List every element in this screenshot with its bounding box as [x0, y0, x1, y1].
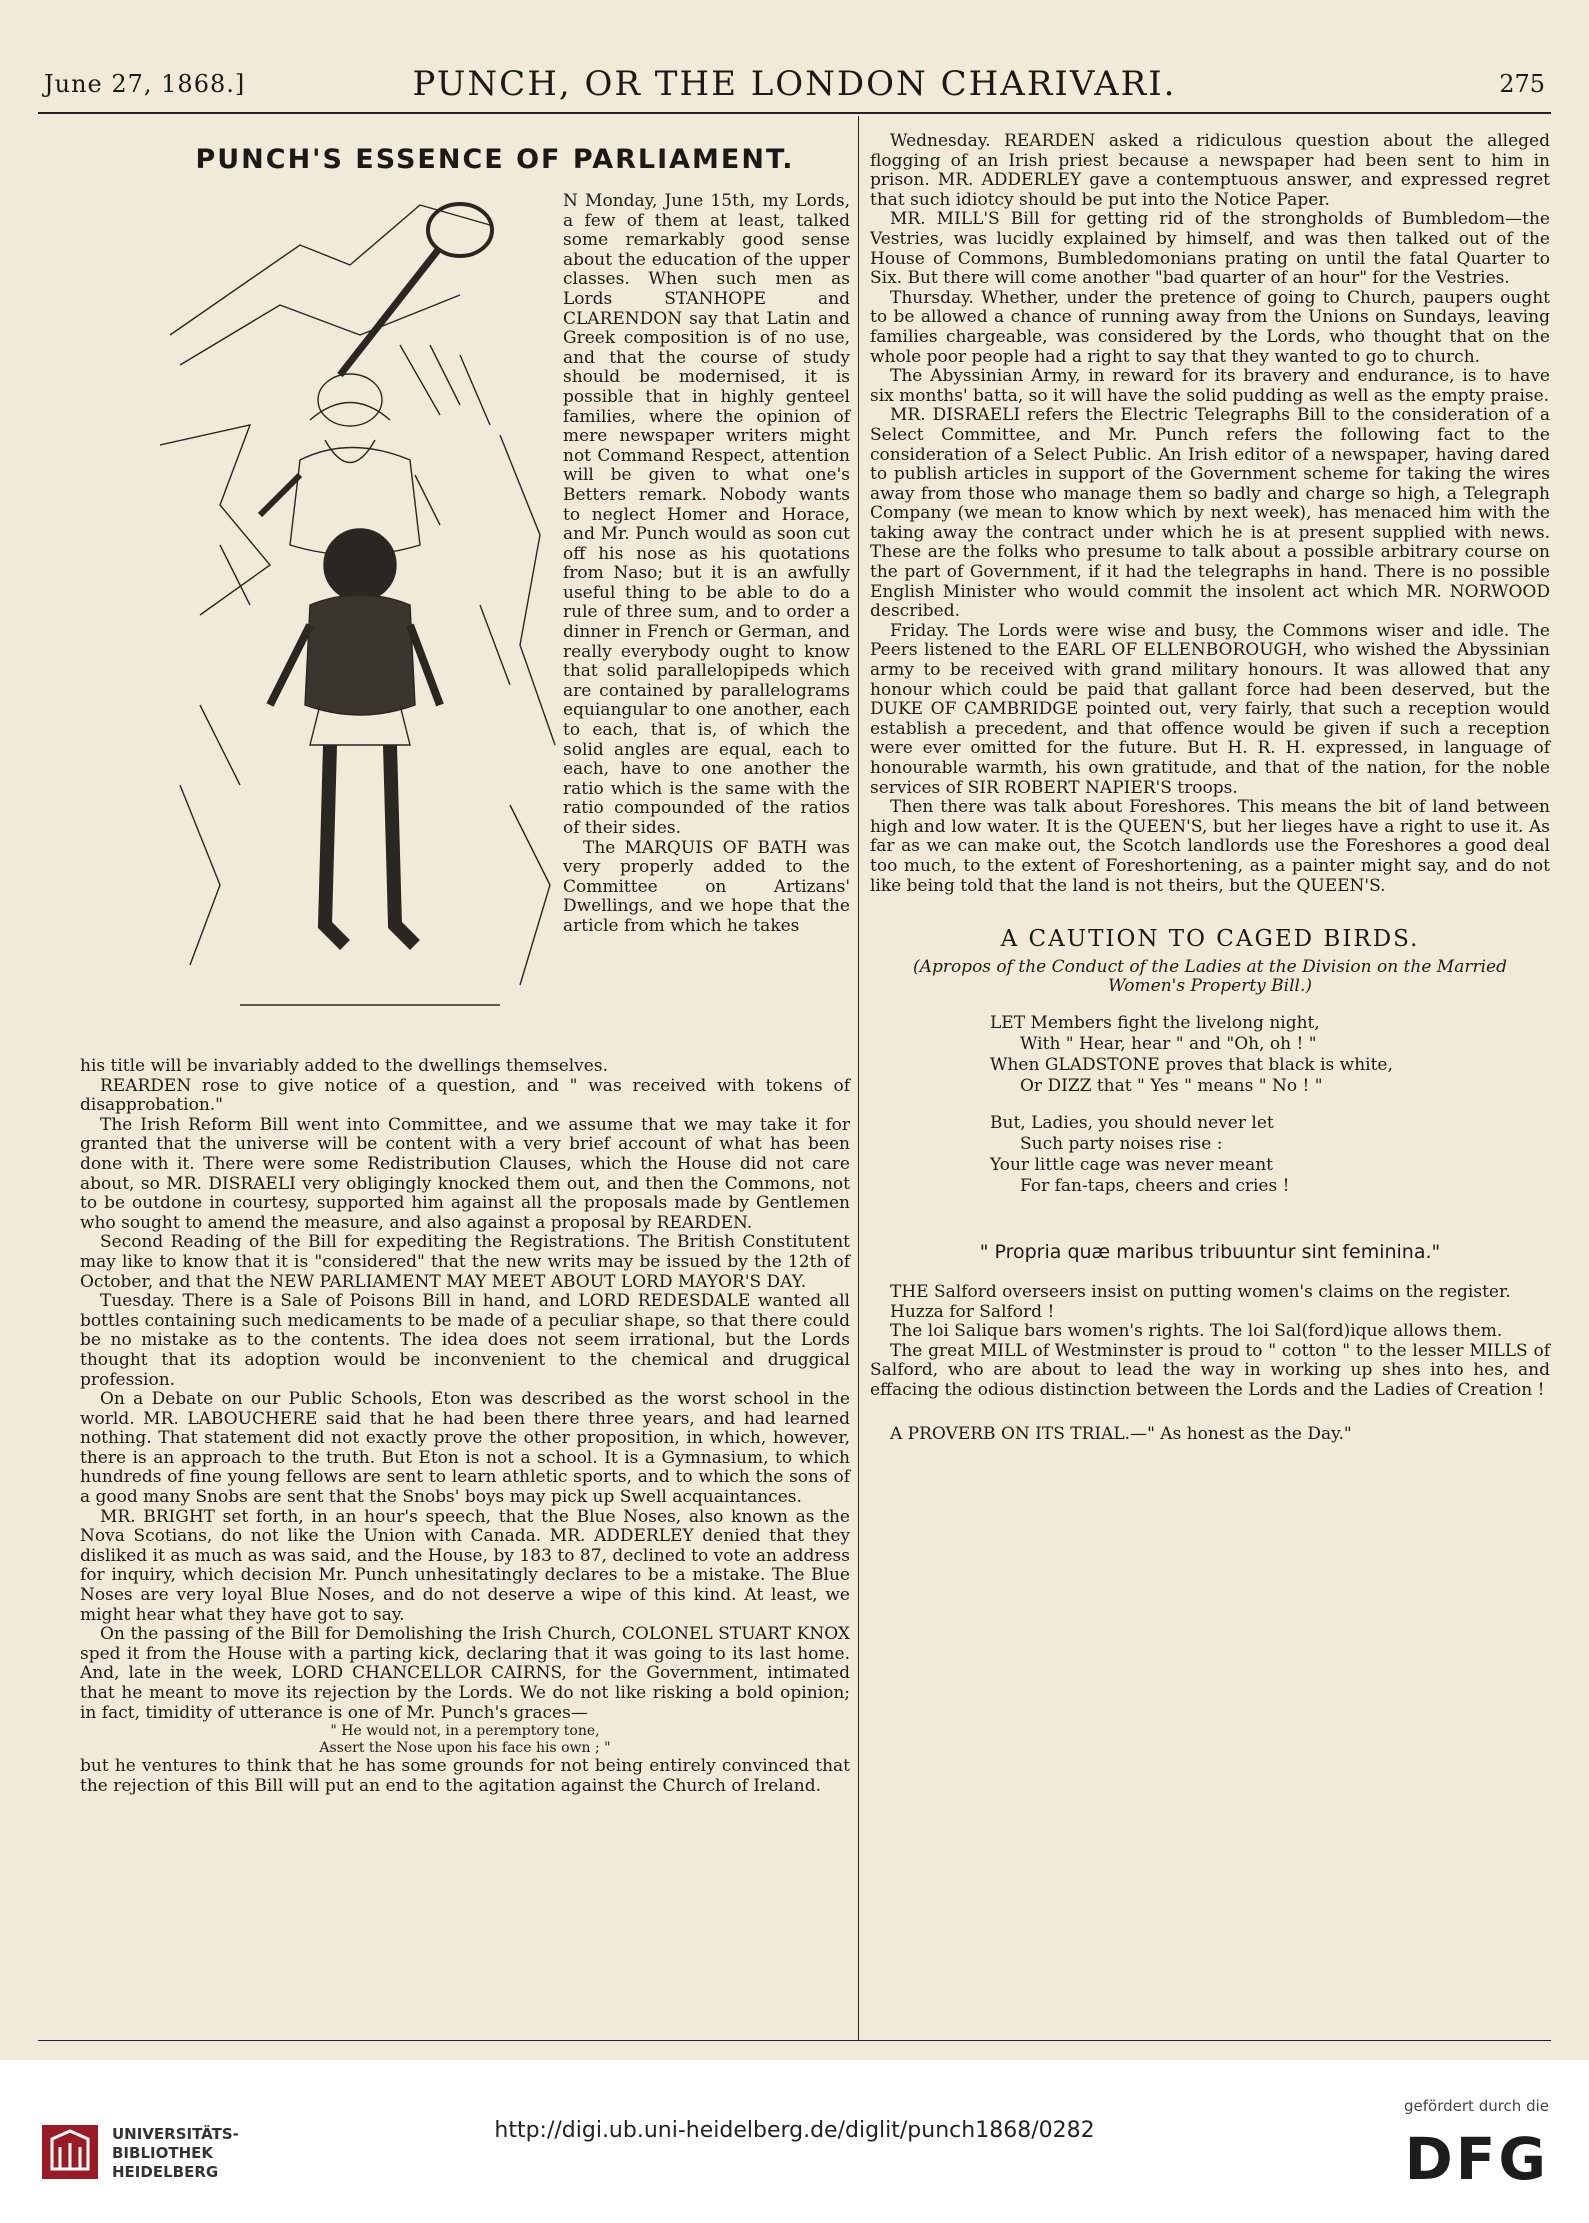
verse-line: With " Hear, hear " and "Oh, oh ! "	[1020, 1033, 1317, 1054]
verse-line: For fan-taps, cheers and cries !	[1020, 1175, 1290, 1196]
propria-title: " Propria quæ maribus tribuuntur sint feminina."	[979, 1240, 1441, 1263]
paragraph: Huzza for Salford !	[890, 1301, 1055, 1322]
paragraph: REARDEN rose to give notice of a question, and " was received with tokens of disapprobation."	[80, 1075, 850, 1116]
paragraph: Friday. The Lords were wise and busy, the Commons wiser and idle. The Peers listened to the EARL OF ELLENBOROUGH, who wished the Abyssinian army to be received with grand military honours. It was allowed that any honour which could be paid that gallant force had been deserved, but the DUKE OF CAMBRIDGE pointed out, very fairly, that such a reception would establish a precedent, and that offence would be given if such a reception were ever omitted for the future. But H. R. H. expressed, in language of honourable warmth, his own gratitude, and that of the nation, for the noble services of SIR ROBERT NAPIER'S troops.	[870, 620, 1550, 798]
verse-line: But, Ladies, you should never let	[990, 1112, 1274, 1133]
verse-line: LET Members fight the livelong night,	[990, 1012, 1320, 1033]
paragraph: The loi Salique bars women's rights. The loi Sal(ford)ique allows them.	[890, 1321, 1503, 1342]
funding-note: gefördert durch die	[1404, 2097, 1549, 2115]
bottom-rule	[38, 2040, 1551, 2041]
logo-line: UNIVERSITÄTS-	[112, 2125, 239, 2143]
essence-title: PUNCH'S ESSENCE OF PARLIAMENT.	[195, 144, 795, 175]
paragraph: The great MILL of Westminster is proud to " cotton " to the lesser MILLS of Salford, who are about to lead the way in working up shes into hes, and effacing the odious distinction between the Lords and the Ladies of Creation !	[870, 1340, 1550, 1400]
verse-line: When GLADSTONE proves that black is white,	[990, 1054, 1393, 1075]
caution-title: A CAUTION TO CAGED BIRDS.	[1000, 926, 1420, 953]
journal-title: PUNCH, OR THE LONDON CHARIVARI.	[412, 64, 1177, 104]
verse-line: Such party noises rise :	[1020, 1133, 1223, 1154]
essence-title-wrap	[150, 144, 840, 180]
paragraph: but he ventures to think that he has some grounds for not being entirely convinced that the rejection of this Bill will put an end to the agitation against the Church of Ireland.	[80, 1756, 850, 1796]
quote-line: Assert the Nose upon his face his own ; "	[319, 1740, 611, 1757]
paragraph: THE Salford overseers insist on putting women's claims on the register.	[890, 1281, 1511, 1302]
column-divider	[858, 116, 859, 2041]
dfg-logo: DFG	[1404, 2125, 1549, 2193]
paragraph: On the passing of the Bill for Demolishing the Irish Church, COLONEL STUART KNOX sped it from the House with a parting kick, declaring that it was going to its last home. And, late in the week, LORD CHANCELLOR CAIRNS, for the Government, intimated that he meant to move its rejection by the Lords. We do not like risking a bold opinion; in fact, timidity of utterance is one of Mr. Punch's graces—	[80, 1624, 850, 1723]
paragraph: Second Reading of the Bill for expediting the Registrations. The British Constitutent may like to know that it is "considered" that the new writs may be issued by the 12th of October, and that the NEW PARLIAMENT MAY MEET ABOUT LORD MAYOR'S DAY.	[80, 1232, 850, 1292]
paragraph: The Abyssinian Army, in reward for its bravery and endurance, is to have six months' batta, so it will have the solid pudding as well as the empty praise.	[870, 366, 1550, 406]
paragraph: The MARQUIS OF BATH was very properly added to the Committee on Artizans' Dwellings, and we hope that the article from which he takes	[563, 837, 850, 936]
source-url[interactable]: http://digi.ub.uni-heidelberg.de/diglit/punch1868/0282	[494, 2118, 1095, 2143]
paragraph: On a Debate on our Public Schools, Eton was described as the worst school in the world. MR. LABOUCHERE said that he had been there three years, and had learned nothing. That statement did not exactly prove the other proposition, in which, however, there is an approach to the truth. But Eton is not a school. It is a Gymnasium, to which hundreds of fine young fellows are sent to learn athletic sports, and to which the sons of a good many Snobs are sent that the Snobs' boys may pick up Swell acquaintances.	[80, 1389, 850, 1508]
caution-subtitle: (Apropos of the Conduct of the Ladies at the Division on the Married Women's Property Bill.)	[913, 956, 1507, 997]
cartoon-illustration	[160, 185, 560, 1030]
paragraph: MR. DISRAELI refers the Electric Telegraphs Bill to the consideration of a Select Committee, and Mr. Punch refers the following fact to the consideration of a Select Public. An Irish editor of a newspaper, having dared to publish articles in support of the Government scheme for taking the wires away from those who manage them so badly and charge so high, a Telegraph Company (we mean to know which by next week), has menaced him with the taking away the contract under which he is at present supplied with news. These are the folks who presume to talk about a possible arbitrary course on the part of Government, if it had the telegraphs in hand. There is no possible English Minister who would commit the insolent act which MR. NORWOOD described.	[870, 405, 1550, 622]
paragraph: Tuesday. There is a Sale of Poisons Bill in hand, and LORD REDESDALE wanted all bottles containing such medicaments to be made of a peculiar shape, so that there could be no mistake as to the contents. The idea does not seem irrational, but the Lords thought that its adoption would be inconvenient to the chemical and druggical profession.	[80, 1291, 850, 1390]
page-number: 275	[1499, 70, 1545, 98]
verse-stanza-1	[990, 1013, 1550, 1097]
narrow-text-block	[563, 192, 850, 937]
verse-line: Your little cage was never meant	[990, 1154, 1274, 1175]
proverb: A PROVERB ON ITS TRIAL.—" As honest as the Day."	[890, 1423, 1352, 1444]
quote-line: " He would not, in a peremptory tone,	[330, 1723, 600, 1740]
verse-line: Or DIZZ that " Yes " means " No ! "	[1020, 1075, 1323, 1096]
verse-stanza-2	[990, 1113, 1550, 1197]
running-header	[38, 62, 1551, 110]
logo-line: HEIDELBERG	[112, 2163, 219, 2181]
wide-text-block	[80, 1057, 850, 1796]
paragraph: MR. BRIGHT set forth, in an hour's speech, that the Blue Noses, also known as the Nova Scotians, do not like the Union with Canada. MR. ADDERLEY denied that they disliked it as much as was said, and the House, by 183 to 87, declined to vote an address for inquiry, which decision Mr. Punch unhesitatingly declares to be a mistake. The Blue Noses are very loyal Blue Noses, and do not deserve a wipe of this kind. At least, we might hear what they have got to say.	[80, 1506, 850, 1625]
paragraph: Then there was talk about Foreshores. This means the bit of land between high and low water. It is the QUEEN'S, but her lieges have a right to use it. As far as we can make out, the Scotch landlords use the Foreshores a good deal too much, to the extent of Foreshortening, as a painter might say, and do not like being told that the land is not theirs, but the QUEEN'S.	[870, 797, 1550, 896]
verse-quote	[80, 1723, 850, 1757]
paragraph: his title will be invariably added to the dwellings themselves.	[80, 1056, 608, 1076]
right-column	[870, 132, 1550, 1444]
logo-line: BIBLIOTHEK	[112, 2144, 213, 2162]
paragraph: Thursday. Whether, under the pretence of going to Church, paupers ought to be allowed a chance of running away from the Unions on Sundays, leaving families chargeable, was considered by the Lords, who thought that on the whole poor people had a right to say that they wanted to go to church.	[870, 287, 1550, 367]
issue-date: June 27, 1868.]	[44, 70, 246, 98]
paragraph: N Monday, June 15th, my Lords, a few of them at least, talked some remarkably good sense about the education of the upper classes. When such men as Lords STANHOPE and CLARENDON say that Latin and Greek composition is of no use, and that the course of study should be modernised, it is possible that in highly genteel families, where the opinion of mere newspaper writers might not Command Respect, attention will be given to what one's Betters remark. Nobody wants to neglect Homer and Horace, and Mr. Punch would as soon cut off his nose as his quotations from Naso; but it is an awfully useful thing to be able to do a rule of three sum, and to order a dinner in French or German, and really everybody ought to know that solid parallelopipeds which are contained by parallelograms equiangular to one another, each to each, that is, of which the solid angles are equal, each to each, have to one another the ratio which is the same with the ratio compounded of the ratios of their sides.	[563, 191, 850, 838]
header-rule	[38, 112, 1551, 114]
paragraph: The Irish Reform Bill went into Committee, and we assume that we may take it for granted that the universe will be content with a very brief account of what has been done with it. There were some Redistribution Clauses, which the House did not care about, so MR. DISRAELI very obligingly knocked them out, and then the Commons, not to be outdone in courtesy, supported him against all the proposals made by Gentlemen who sought to amend the measure, and also against a proposal by REARDEN.	[80, 1114, 850, 1233]
paragraph: MR. MILL'S Bill for getting rid of the strongholds of Bumbledom—the Vestries, was lucidly explained by himself, and was then talked out of the House of Commons, Bumbledomonians prating on until the fatal Quarter to Six. But there will come another "bad quarter of an hour" for the Vestries.	[870, 209, 1550, 289]
paragraph: Wednesday. REARDEN asked a ridiculous question about the alleged flogging of an Irish priest because a newspaper had been sent to him in prison. MR. ADDERLEY gave a contemptuous answer, and expressed regret that such idiotcy should be put into the Notice Paper.	[870, 131, 1550, 210]
